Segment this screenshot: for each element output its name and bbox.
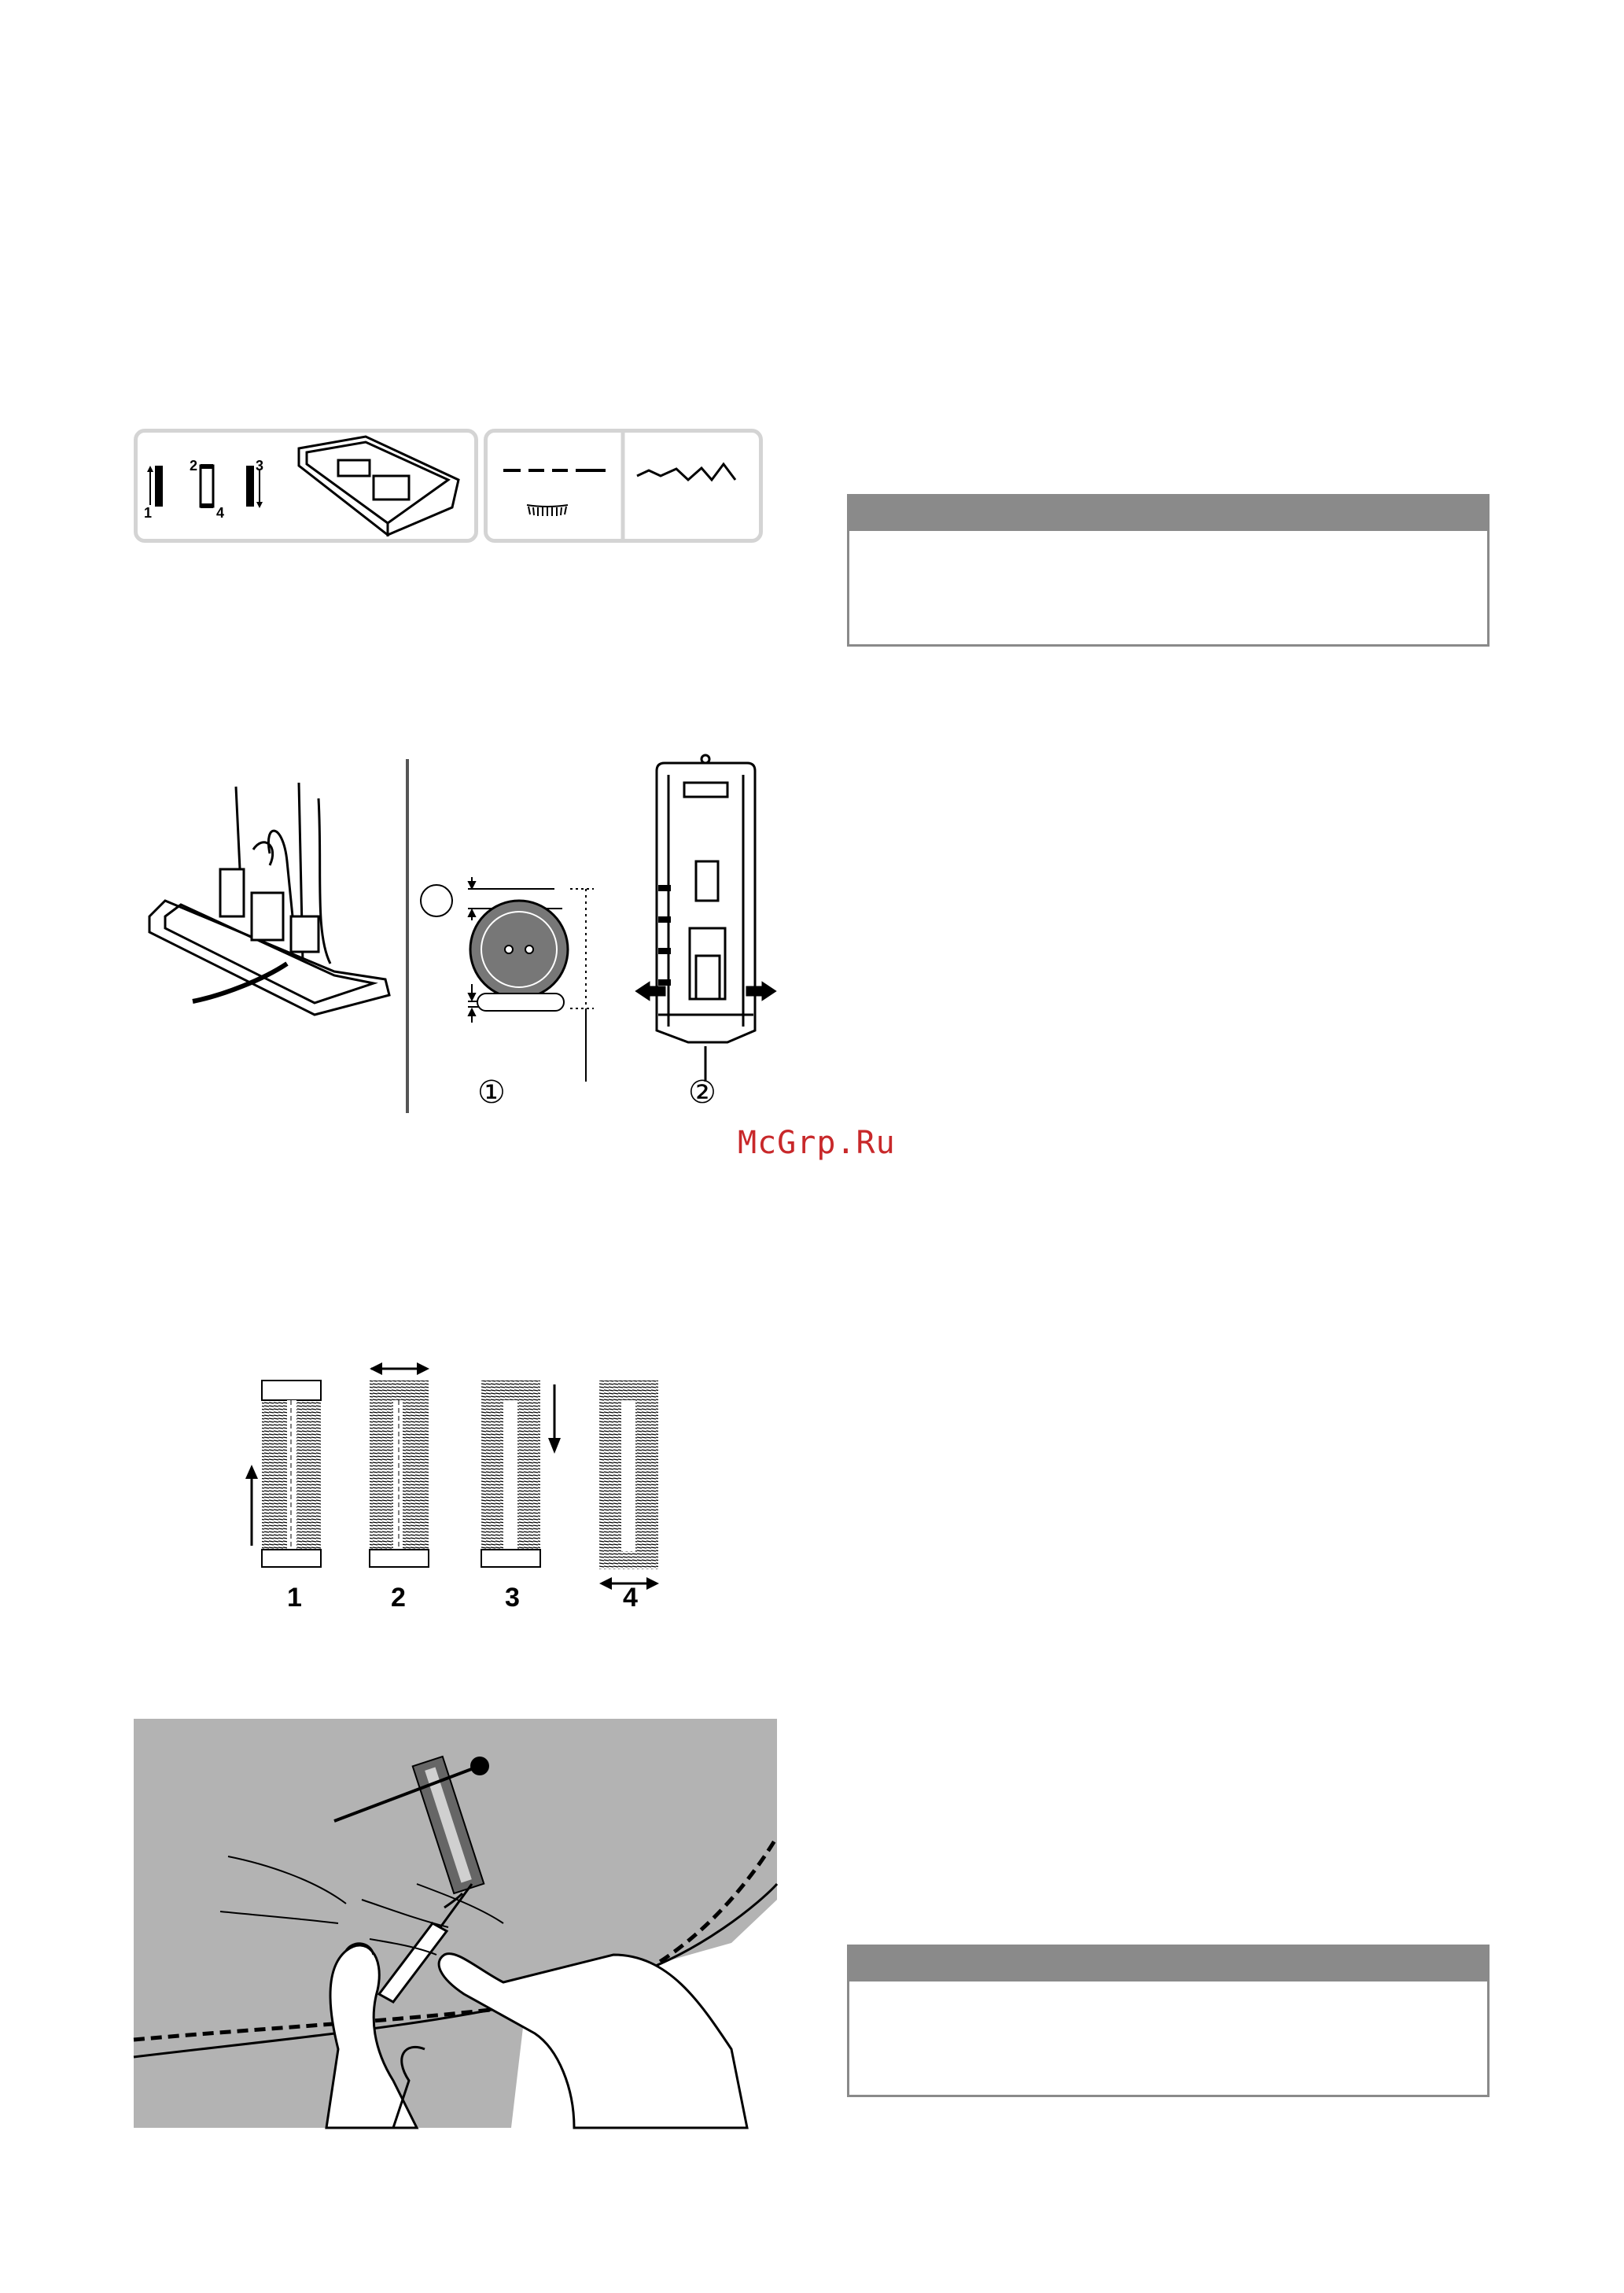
settings-panel-foot — [134, 429, 478, 543]
step-icon-number: 1 — [144, 505, 153, 521]
step-4-diagram — [599, 1381, 659, 1590]
step-label: 3 — [505, 1583, 520, 1613]
callout-1: ① — [477, 1075, 506, 1111]
step-1-diagram — [245, 1381, 321, 1567]
step-label: 4 — [623, 1583, 638, 1613]
step-icon-number: 2 — [190, 458, 198, 474]
presser-foot-illustration — [149, 783, 389, 1015]
step-icon-number: 4 — [216, 505, 225, 521]
step-3-diagram — [481, 1381, 561, 1567]
buttonhole-steps-diagram — [236, 1361, 676, 1605]
step-label: 1 — [287, 1583, 302, 1613]
watermark: McGrp.Ru — [738, 1125, 896, 1161]
buttonhole-foot-illustration — [637, 755, 775, 1082]
button-measure-illustration — [421, 877, 594, 1082]
buttonhole-steps-icon — [138, 433, 482, 547]
pin-head-icon — [470, 1757, 489, 1775]
note-box-header — [849, 496, 1487, 531]
note-box — [847, 1945, 1490, 2097]
note-box-header — [849, 1947, 1487, 1981]
step-icon-number: 3 — [256, 458, 264, 474]
cutting-buttonhole-illustration — [134, 1719, 777, 2128]
step-label: 2 — [391, 1583, 406, 1613]
note-box — [847, 494, 1490, 647]
step-2-diagram — [370, 1362, 429, 1567]
settings-panel-stitch — [484, 429, 763, 543]
buttonhole-setup-figure — [177, 751, 790, 1121]
buttonhole-foot-icon — [299, 437, 458, 536]
callout-2: ② — [688, 1075, 716, 1111]
stitch-settings-icon — [488, 433, 767, 547]
